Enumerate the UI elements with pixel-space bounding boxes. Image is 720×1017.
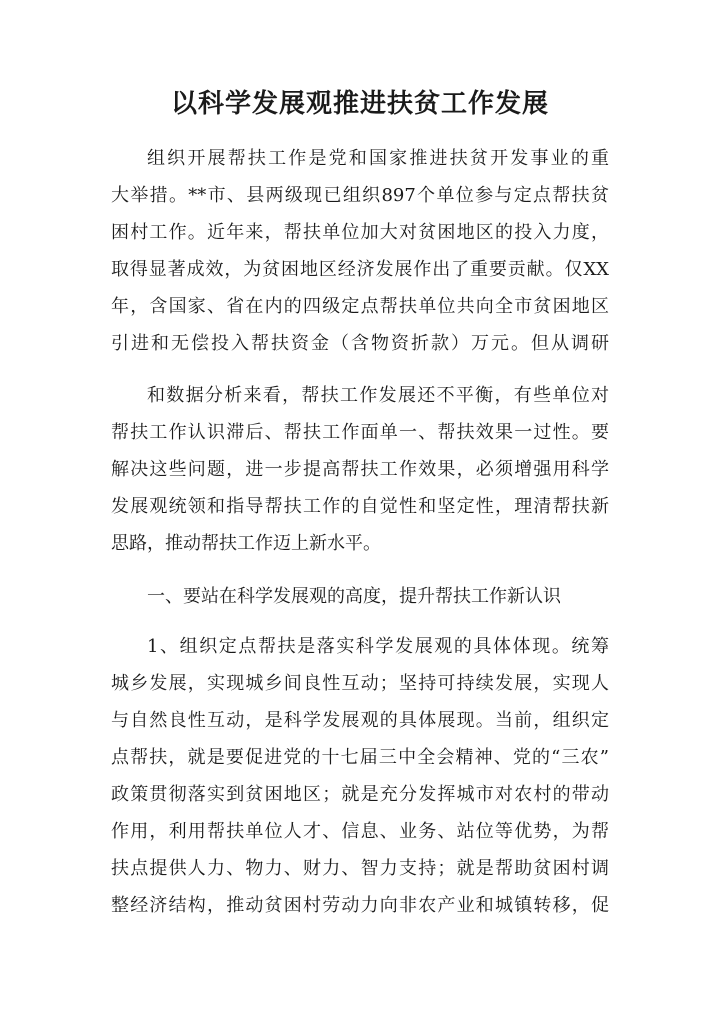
paragraph-line: 取得显著成效，为贫困地区经济发展作出了重要贡献。仅XX	[111, 259, 609, 280]
paragraph-line: 困村工作。近年来，帮扶单位加大对贫困地区的投入力度，	[111, 222, 609, 243]
paragraph-line: 大举措。**市、县两级现已组织897个单位参与定点帮扶贫	[111, 185, 609, 206]
paragraph-line: 政策贯彻落实到贫困地区；就是充分发挥城市对农村的带动	[111, 784, 609, 805]
paragraph-line: 解决这些问题，进一步提高帮扶工作效果，必须增强用科学	[111, 459, 609, 480]
paragraph-line: 作用，利用帮扶单位人才、信息、业务、站位等优势，为帮	[111, 821, 609, 842]
paragraph-line: 和数据分析来看，帮扶工作发展还不平衡，有些单位对	[147, 385, 609, 406]
paragraph-line: 扶点提供人力、物力、财力、智力支持；就是帮助贫困村调	[111, 858, 609, 879]
section-heading: 一、要站在科学发展观的高度，提升帮扶工作新认识	[147, 586, 561, 607]
document-title: 以科学发展观推进扶贫工作发展	[170, 89, 549, 119]
paragraph-line: 1、组织定点帮扶是落实科学发展观的具体体现。统筹	[147, 636, 609, 657]
paragraph-line: 城乡发展，实现城乡间良性互动；坚持可持续发展，实现人	[111, 673, 609, 694]
paragraph-line: 年，含国家、省在内的四级定点帮扶单位共向全市贫困地区	[111, 296, 609, 317]
paragraph-line: 帮扶工作认识滞后、帮扶工作面单一、帮扶效果一过性。要	[111, 422, 609, 443]
paragraph-line: 引进和无偿投入帮扶资金（含物资折款）万元。但从调研	[111, 333, 609, 354]
paragraph-line: 发展观统领和指导帮扶工作的自觉性和坚定性，理清帮扶新	[111, 496, 609, 517]
paragraph-line: 组织开展帮扶工作是党和国家推进扶贫开发事业的重	[147, 148, 609, 169]
paragraph-line: 与自然良性互动，是科学发展观的具体展现。当前，组织定	[111, 710, 609, 731]
paragraph-line: 点帮扶，就是要促进党的十七届三中全会精神、党的“三农”	[111, 747, 609, 768]
paragraph-line: 整经济结构，推动贫困村劳动力向非农产业和城镇转移，促	[111, 895, 609, 916]
paragraph-line: 思路，推动帮扶工作迈上新水平。	[111, 533, 381, 554]
